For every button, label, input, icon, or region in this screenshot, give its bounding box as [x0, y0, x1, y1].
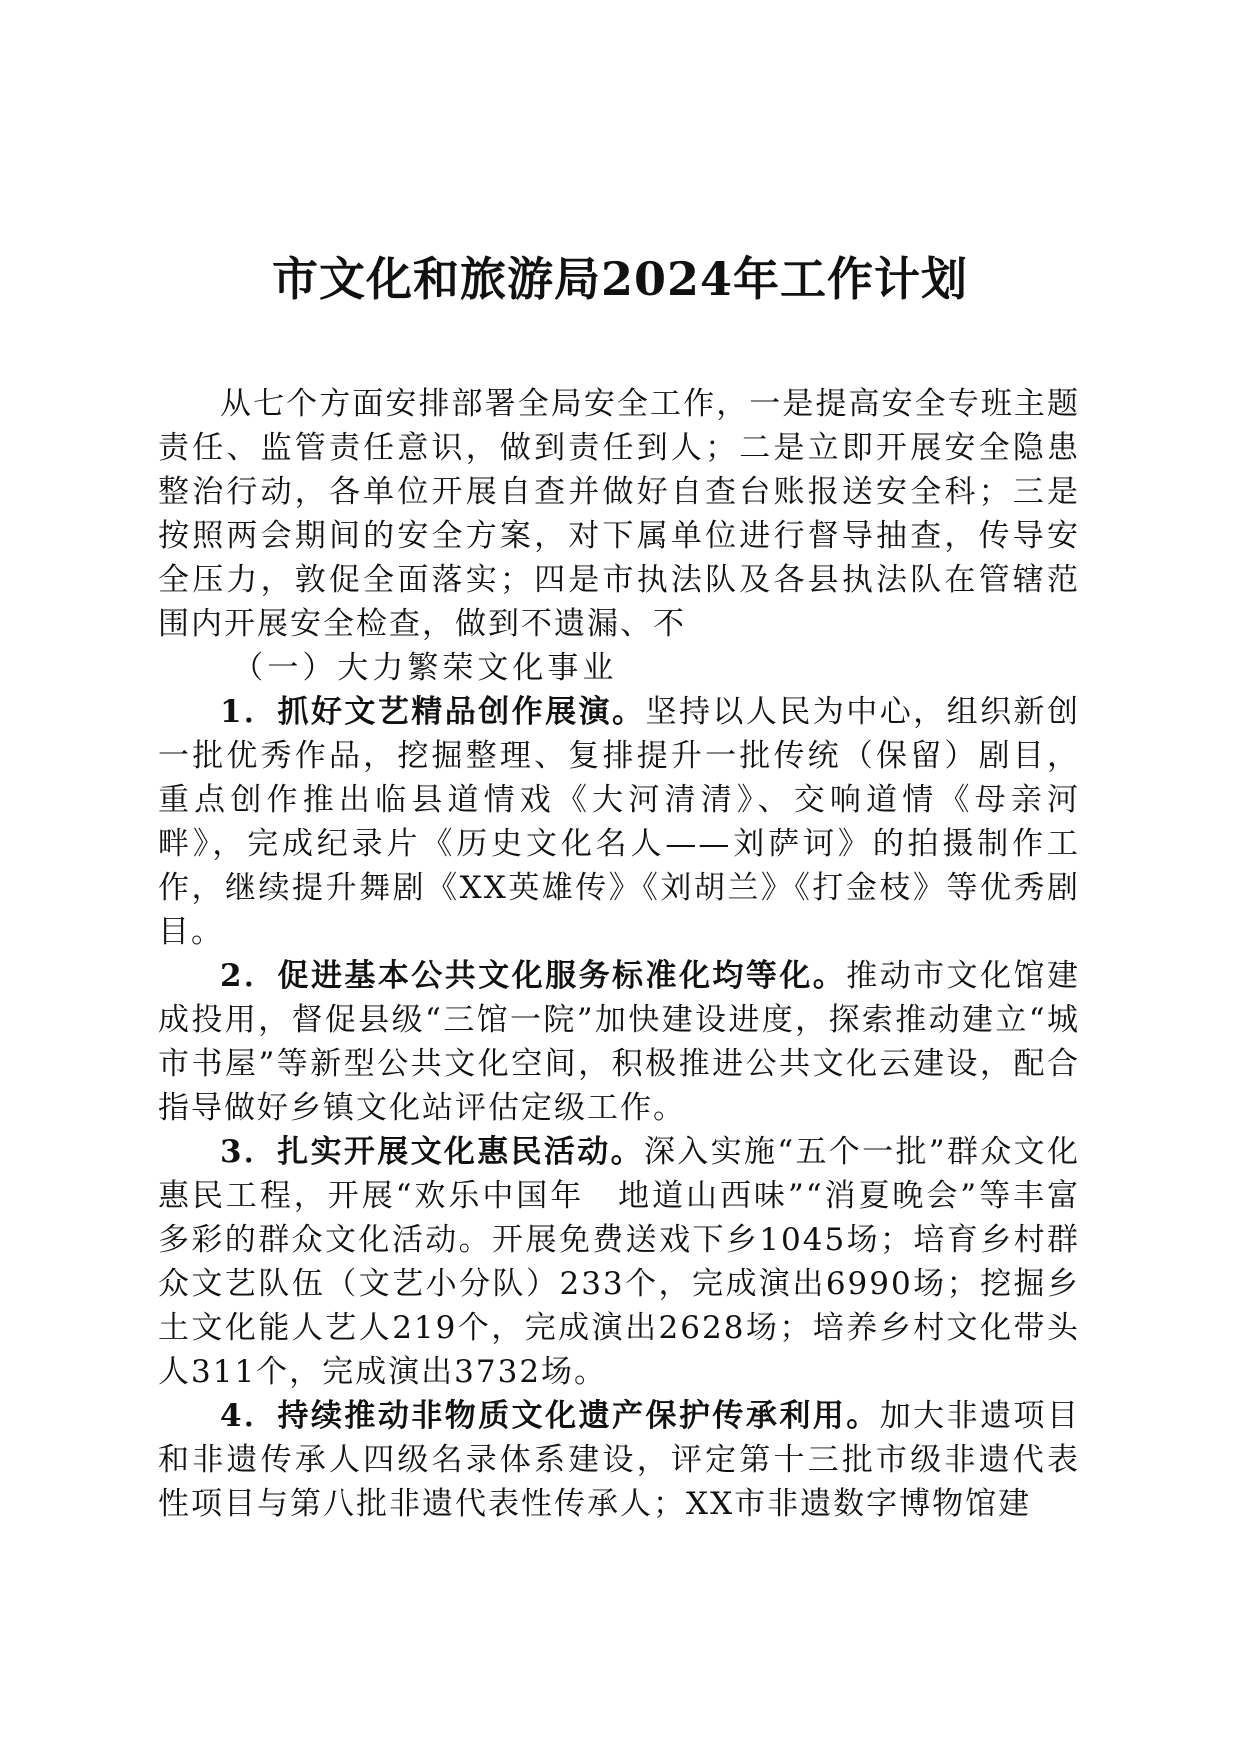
document-body	[158, 382, 1080, 1526]
item-paragraph-3	[158, 1130, 1080, 1394]
item-lead-1: 1．抓好文艺精品创作展演。	[220, 694, 646, 730]
item-lead-4: 4．持续推动非物质文化遗产保护传承利用。	[220, 1398, 880, 1434]
intro-paragraph: 从七个方面安排部署全局安全工作，一是提高安全专班主题责任、监管责任意识，做到责任到人；二是立即开展安全隐患整治行动，各单位开展自查并做好自查台账报送安全科；三是按照两会期间的安全方案，对下属单位进行督导抽查，传导安全压力，敦促全面落实；四是市执法队及各县执法队在管辖范围内开展安全检查，做到不遗漏、不	[158, 386, 1080, 642]
item-paragraph-2	[158, 954, 1080, 1130]
item-text-4: 加大非遗项目和非遗传承人四级名录体系建设，评定第十三批市级非遗代表性项目与第八批非遗代表性传承人；XX市非遗数字博物馆建	[158, 1398, 1081, 1522]
section-heading: （一）大力繁荣文化事业	[232, 650, 618, 686]
item-lead-3: 3．扎实开展文化惠民活动。	[220, 1134, 644, 1170]
item-text-2: 推动市文化馆建成投用，督促县级“三馆一院”加快建设进度，探索推动建立“城市书屋”等新型公共文化空间，积极推进公共文化云建设，配合指导做好乡镇文化站评估定级工作。	[158, 958, 1080, 1126]
item-lead-2: 2．促进基本公共文化服务标准化均等化。	[220, 958, 847, 994]
item-paragraph-4	[158, 1394, 1080, 1526]
item-text-3: 深入实施“五个一批”群众文化惠民工程，开展“欢乐中国年 地道山西味”“消夏晚会”等丰富多彩的群众文化活动。开展免费送戏下乡1045场；培育乡村群众文艺队伍（文艺小分队）233个，完成演出6990场；挖掘乡土文化能人艺人219个，完成演出2628场；培养乡村文化带头人311个，完成演出3732场。	[158, 1134, 1080, 1390]
document-title: 市文化和旅游局2024年工作计划	[271, 252, 969, 306]
item-text-1: 坚持以人民为中心，组织新创一批优秀作品，挖掘整理、复排提升一批传统（保留）剧目，重点创作推出临县道情戏《大河清清》、交响道情《母亲河畔》，完成纪录片《历史文化名人——刘萨诃》的拍摄制作工作，继续提升舞剧《XX英雄传》《刘胡兰》《打金枝》等优秀剧目。	[158, 694, 1080, 950]
item-paragraph-1	[158, 690, 1080, 954]
